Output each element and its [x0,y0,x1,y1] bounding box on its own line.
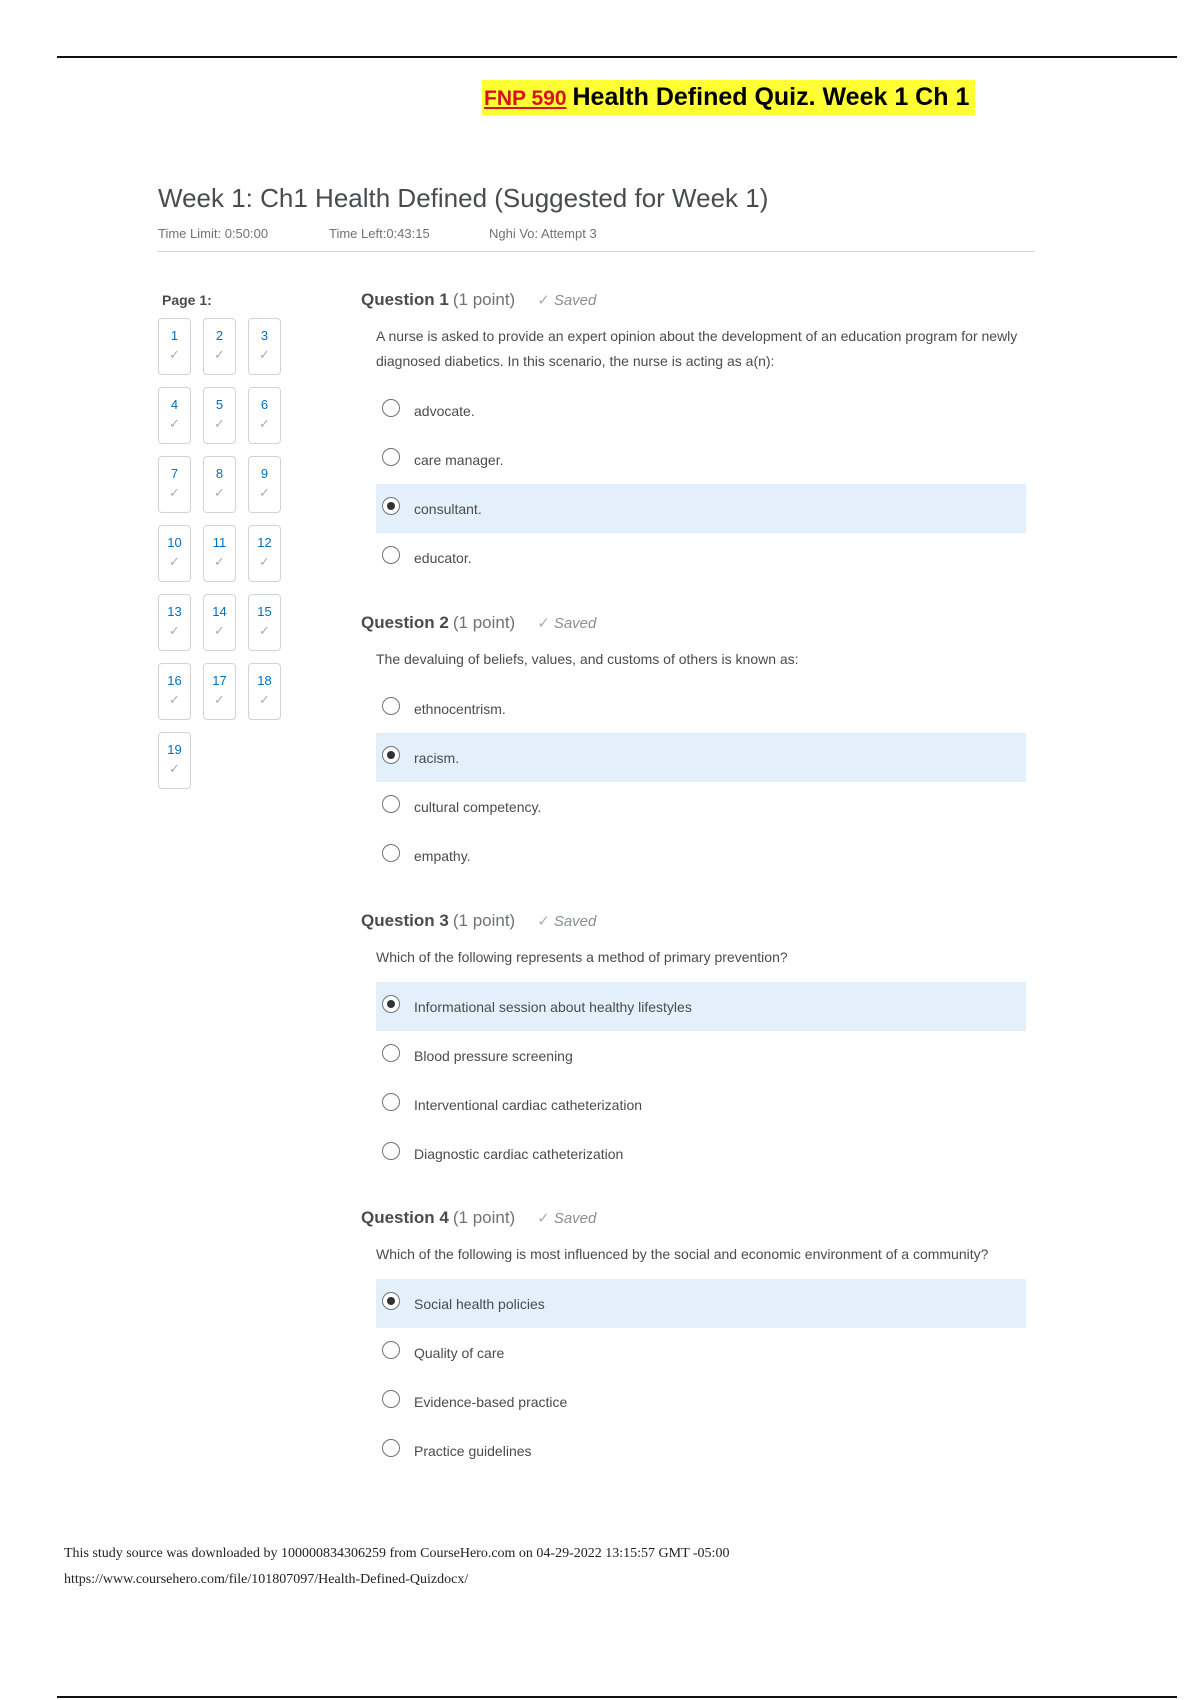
answer-options [376,684,1026,880]
question-nav-number: 19 [167,742,182,757]
answer-option[interactable] [376,684,1026,733]
check-icon: ✓ [259,347,270,362]
check-icon: ✓ [214,485,225,500]
source-url: https://www.coursehero.com/file/101807097/Health-Defined-Quizdocx/ [64,1572,469,1587]
source-line: This study source was downloaded by 100000834306259 from CourseHero.com on 04-29-2022 13:15:57 GMT -05:00 [64,1546,730,1561]
question-nav-button[interactable] [203,318,236,375]
saved-label: Saved [553,615,597,632]
header-divider [158,251,1034,252]
answer-option[interactable] [376,1031,1026,1080]
question-nav-number: 13 [167,604,182,619]
check-icon: ✓ [214,554,225,569]
question-nav-button[interactable] [248,387,281,444]
check-icon: ✓ [169,347,180,362]
check-icon: ✓ [259,554,270,569]
answer-option[interactable] [376,733,1026,782]
question-nav-button[interactable] [248,318,281,375]
radio-button[interactable] [382,497,400,515]
question-text: Which of the following represents a method of primary prevention? [376,949,788,965]
question-title: Question 3 [361,911,449,930]
check-icon: ✓ [169,416,180,431]
saved-status [537,292,596,309]
document-header [482,80,975,115]
question-nav-button[interactable] [158,732,191,789]
check-icon: ✓ [169,692,180,707]
check-icon: ✓ [537,913,550,930]
question-title: Question 4 [361,1208,449,1227]
check-icon: ✓ [214,416,225,431]
question-nav-number: 5 [215,397,224,412]
answer-option-label: Evidence-based practice [414,1394,568,1410]
check-icon: ✓ [259,692,270,707]
check-icon: ✓ [214,623,225,638]
question-nav-number: 2 [215,328,224,343]
check-icon: ✓ [537,615,550,632]
saved-label: Saved [553,913,597,930]
question-text: Which of the following is most influenced by the social and economic environment of a community? [376,1246,989,1262]
question-title: Question 2 [361,613,449,632]
radio-button[interactable] [382,1390,400,1408]
radio-button[interactable] [382,448,400,466]
answer-option[interactable] [376,1377,1026,1426]
answer-option-label: Blood pressure screening [414,1048,573,1064]
answer-option-label: racism. [414,750,460,766]
question-block [361,909,1031,1178]
question-points: (1 point) [452,613,516,632]
answer-option[interactable] [376,1080,1026,1129]
answer-options [376,386,1026,582]
check-icon: ✓ [537,1210,550,1227]
question-nav-button[interactable] [203,594,236,651]
question-nav-button[interactable] [158,456,191,513]
check-icon: ✓ [169,761,180,776]
question-nav-button[interactable] [248,663,281,720]
answer-option-label: advocate. [414,403,475,419]
check-icon: ✓ [169,623,180,638]
question-text: A nurse is asked to provide an expert opinion about the development of an education program for newly diagnosed diabetics. In this scenario, the nurse is acting as a(n): [376,328,1018,369]
question-points: (1 point) [452,1208,516,1227]
question-nav-number: 11 [212,535,227,550]
question-nav-number: 10 [167,535,182,550]
radio-button[interactable] [382,546,400,564]
radio-button[interactable] [382,746,400,764]
question-nav-number: 16 [167,673,182,688]
answer-option[interactable] [376,982,1026,1031]
question-nav-number: 14 [212,604,227,619]
question-nav-number: 17 [212,673,227,688]
question-nav-button[interactable] [158,663,191,720]
time-left: Time Left:0:43:15 [329,226,430,241]
time-limit: Time Limit: 0:50:00 [158,226,269,241]
question-nav-button[interactable] [158,525,191,582]
question-nav-button[interactable] [158,387,191,444]
answer-options [376,982,1026,1178]
answer-option-label: Social health policies [414,1296,545,1312]
check-icon: ✓ [259,416,270,431]
answer-option-label: Informational session about healthy lifestyles [414,999,692,1015]
radio-button[interactable] [382,1439,400,1457]
question-nav-number: 1 [170,328,179,343]
answer-option-label: Diagnostic cardiac catheterization [414,1146,624,1162]
question-nav-number: 7 [170,466,179,481]
radio-button[interactable] [382,795,400,813]
document-title: Health Defined Quiz. Week 1 Ch 1 [572,83,970,111]
answer-option[interactable] [376,386,1026,435]
answer-option-label: ethnocentrism. [414,701,506,717]
answer-option-label: educator. [414,550,472,566]
saved-label: Saved [553,292,597,309]
radio-button[interactable] [382,697,400,715]
course-code: FNP 590 [484,87,567,110]
check-icon: ✓ [214,347,225,362]
bottom-rule [57,1696,1177,1698]
attempt-info: Nghi Vo: Attempt 3 [489,226,597,241]
answer-option[interactable] [376,484,1026,533]
question-nav-button[interactable] [248,456,281,513]
question-nav-button[interactable] [158,594,191,651]
answer-option-label: care manager. [414,452,504,468]
answer-options [376,1279,1026,1475]
check-icon: ✓ [259,485,270,500]
radio-button[interactable] [382,1044,400,1062]
answer-option[interactable] [376,435,1026,484]
check-icon: ✓ [169,554,180,569]
radio-button[interactable] [382,995,400,1013]
answer-option-label: Interventional cardiac catheterization [414,1097,643,1113]
saved-status [537,1210,596,1227]
question-nav-button[interactable] [158,318,191,375]
question-nav-button[interactable] [248,594,281,651]
radio-button[interactable] [382,844,400,862]
answer-option[interactable] [376,831,1026,880]
question-nav-button[interactable] [203,525,236,582]
answer-option[interactable] [376,1328,1026,1377]
answer-option[interactable] [376,782,1026,831]
answer-option[interactable] [376,1279,1026,1328]
question-text: The devaluing of beliefs, values, and customs of others is known as: [376,651,799,667]
question-nav-button[interactable] [203,663,236,720]
question-nav-number: 12 [257,535,272,550]
question-title: Question 1 [361,290,449,309]
question-nav-number: 4 [170,397,179,412]
question-block [361,288,1031,582]
answer-option-label: Practice guidelines [414,1443,532,1459]
radio-button[interactable] [382,1093,400,1111]
question-nav-button[interactable] [203,456,236,513]
question-header [361,611,1031,635]
question-header [361,1206,1031,1230]
question-header [361,909,1031,933]
question-block [361,1206,1031,1475]
saved-status [537,615,596,632]
check-icon: ✓ [169,485,180,500]
question-header [361,288,1031,312]
answer-option-label: Quality of care [414,1345,505,1361]
question-points: (1 point) [452,290,516,309]
check-icon: ✓ [537,292,550,309]
radio-button[interactable] [382,399,400,417]
radio-button[interactable] [382,1292,400,1310]
quiz-title: Week 1: Ch1 Health Defined (Suggested for Week 1) [158,183,769,213]
answer-option-label: consultant. [414,501,482,517]
check-icon: ✓ [214,692,225,707]
question-nav-number: 6 [260,397,269,412]
saved-label: Saved [553,1210,597,1227]
answer-option-label: empathy. [414,848,471,864]
question-nav-number: 8 [215,466,224,481]
top-rule [57,56,1177,58]
question-nav-number: 15 [257,604,272,619]
question-nav-button[interactable] [248,525,281,582]
question-nav-number: 3 [260,328,269,343]
check-icon: ✓ [259,623,270,638]
page-label: Page 1: [162,292,212,308]
answer-option[interactable] [376,1426,1026,1475]
radio-button[interactable] [382,1142,400,1160]
question-nav-number: 9 [260,466,269,481]
question-block [361,611,1031,880]
question-nav-button[interactable] [203,387,236,444]
answer-option[interactable] [376,1129,1026,1178]
radio-button[interactable] [382,1341,400,1359]
question-points: (1 point) [452,911,516,930]
answer-option[interactable] [376,533,1026,582]
question-nav-number: 18 [257,673,272,688]
saved-status [537,913,596,930]
answer-option-label: cultural competency. [414,799,542,815]
